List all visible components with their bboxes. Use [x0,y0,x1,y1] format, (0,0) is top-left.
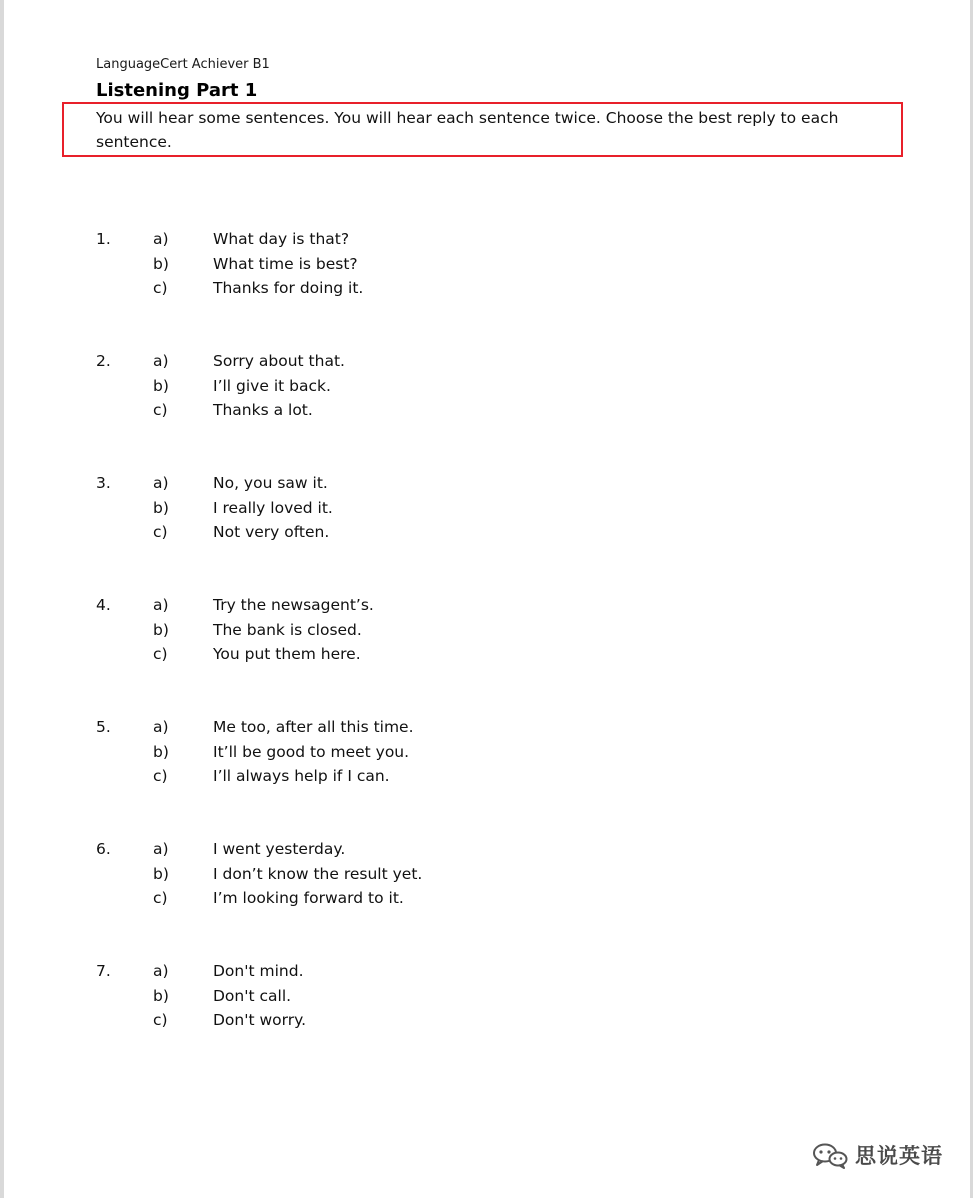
option-text: Thanks a lot. [213,401,313,419]
option-text: It’ll be good to meet you. [213,743,410,761]
option-text: What time is best? [213,255,358,273]
option-letter: a) [153,962,169,980]
option-letter: c) [153,767,168,785]
option-text: I’ll always help if I can. [213,767,390,785]
option-letter: a) [153,230,169,248]
question-2 [0,352,973,427]
question-number: 2. [96,352,111,370]
option-text: Try the newsagent’s. [213,596,374,614]
option-letter: a) [153,718,169,736]
exam-subtitle: LanguageCert Achiever B1 [96,57,270,72]
option-text: I went yesterday. [213,840,346,858]
section-title: Listening Part 1 [96,80,258,101]
option-letter: c) [153,401,168,419]
instructions-text: You will hear some sentences. You will hear each sentence twice. Choose the best reply to each sentence. [96,109,839,151]
option-letter: b) [153,865,169,883]
option-letter: b) [153,377,169,395]
option-text: I’m looking forward to it. [213,889,404,907]
option-letter: c) [153,889,168,907]
watermark-text: 思说英语 [855,1144,943,1168]
option-letter: a) [153,840,169,858]
option-letter: a) [153,352,169,370]
option-letter: a) [153,474,169,492]
option-letter: b) [153,987,169,1005]
option-text: Don't mind. [213,962,304,980]
question-number: 5. [96,718,111,736]
option-letter: a) [153,596,169,614]
option-text: I’ll give it back. [213,377,331,395]
question-number: 6. [96,840,111,858]
question-number: 4. [96,596,111,614]
option-letter: c) [153,645,168,663]
option-text: Not very often. [213,523,330,541]
option-text: No, you saw it. [213,474,328,492]
question-3 [0,474,973,549]
option-text: Don't call. [213,987,292,1005]
option-text: You put them here. [213,645,361,663]
option-text: I don’t know the result yet. [213,865,423,883]
question-1 [0,230,973,305]
wechat-icon [811,1141,849,1169]
question-7 [0,962,973,1037]
question-5 [0,718,973,793]
option-text: Sorry about that. [213,352,345,370]
question-number: 1. [96,230,111,248]
question-4 [0,596,973,671]
option-text: Thanks for doing it. [213,279,364,297]
option-letter: b) [153,499,169,517]
question-number: 3. [96,474,111,492]
option-text: Me too, after all this time. [213,718,414,736]
option-letter: b) [153,743,169,761]
question-6 [0,840,973,915]
option-text: The bank is closed. [213,621,362,639]
option-letter: b) [153,255,169,273]
option-letter: c) [153,1011,168,1029]
option-text: Don't worry. [213,1011,307,1029]
option-text: I really loved it. [213,499,333,517]
option-letter: c) [153,523,168,541]
option-letter: c) [153,279,168,297]
option-text: What day is that? [213,230,350,248]
watermark [811,1140,943,1170]
question-number: 7. [96,962,111,980]
option-letter: b) [153,621,169,639]
